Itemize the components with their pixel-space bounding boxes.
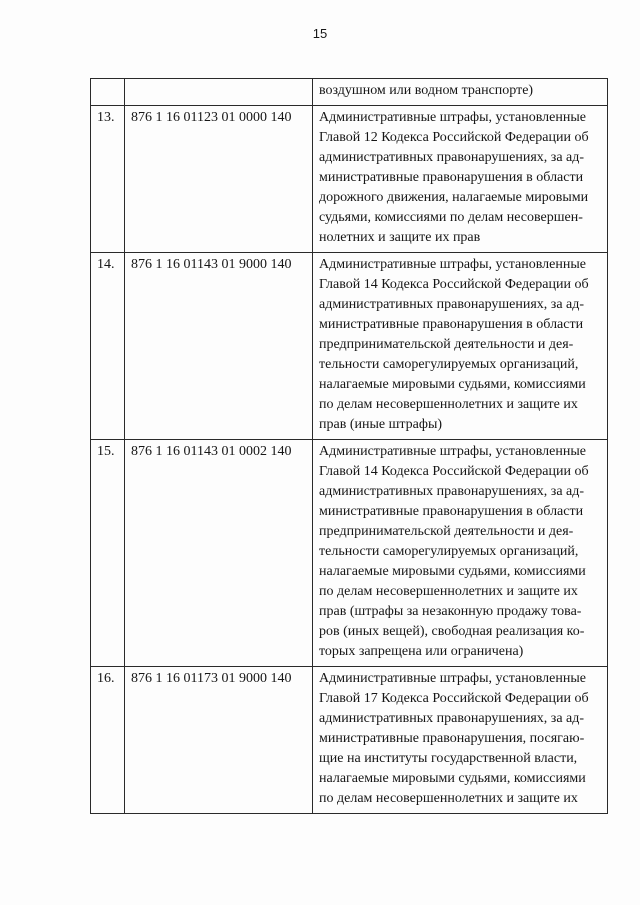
description-line: Административные штрафы, установленные	[319, 671, 586, 686]
table-row	[91, 440, 608, 667]
description-line: министративные правонарушения в области	[319, 170, 584, 185]
row-number: 16.	[91, 667, 125, 814]
income-description	[313, 440, 608, 667]
description-line: Административные штрафы, установленные	[319, 257, 586, 272]
row-number: 15.	[91, 440, 125, 667]
description-line: торых запрещена или ограничена)	[319, 644, 524, 659]
income-description	[313, 253, 608, 440]
income-description	[313, 79, 608, 106]
page-number: 15	[312, 26, 328, 41]
description-line: прав (иные штрафы)	[319, 417, 443, 432]
description-line: министративные правонарушения в области	[319, 317, 584, 332]
description-line: Административные штрафы, установленные	[319, 444, 586, 459]
table-body	[91, 79, 608, 814]
description-line: прав (штрафы за незаконную продажу това-	[319, 604, 582, 619]
description-line: нолетних и защите их прав	[319, 230, 481, 245]
description-line: судьями, комиссиями по делам несовершен-	[319, 210, 583, 225]
description-line: налагаемые мировыми судьями, комиссиями	[319, 771, 586, 786]
description-line: Административные штрафы, установленные	[319, 110, 586, 125]
table-row	[91, 106, 608, 253]
description-line: налагаемые мировыми судьями, комиссиями	[319, 377, 586, 392]
income-description	[313, 667, 608, 814]
description-line: административных правонарушениях, за ад-	[319, 150, 585, 165]
budget-classification-code: 876 1 16 01123 01 0000 140	[125, 106, 313, 253]
description-line: Главой 17 Кодекса Российской Федерации об	[319, 691, 589, 706]
row-number	[91, 79, 125, 106]
description-line: Главой 12 Кодекса Российской Федерации об	[319, 130, 589, 145]
description-line: воздушном или водном транспорте)	[319, 83, 534, 98]
description-line: Главой 14 Кодекса Российской Федерации об	[319, 464, 589, 479]
description-line: административных правонарушениях, за ад-	[319, 297, 585, 312]
description-line: тельности саморегулируемых организаций,	[319, 357, 579, 372]
budget-codes-table	[90, 78, 608, 814]
description-line: налагаемые мировыми судьями, комиссиями	[319, 564, 586, 579]
description-line: Главой 14 Кодекса Российской Федерации об	[319, 277, 589, 292]
description-line: дорожного движения, налагаемые мировыми	[319, 190, 589, 205]
description-line: тельности саморегулируемых организаций,	[319, 544, 579, 559]
row-number: 13.	[91, 106, 125, 253]
description-line: щие на институты государственной власти,	[319, 751, 578, 766]
description-line: предпринимательской деятельности и дея-	[319, 524, 574, 539]
description-line: по делам несовершеннолетних и защите их	[319, 791, 578, 806]
budget-classification-code: 876 1 16 01143 01 9000 140	[125, 253, 313, 440]
table-row	[91, 253, 608, 440]
income-description	[313, 106, 608, 253]
row-number: 14.	[91, 253, 125, 440]
description-line: административных правонарушениях, за ад-	[319, 711, 585, 726]
description-line: по делам несовершеннолетних и защите их	[319, 584, 578, 599]
table-row	[91, 79, 608, 106]
description-line: министративные правонарушения в области	[319, 504, 584, 519]
description-line: министративные правонарушения, посягаю-	[319, 731, 585, 746]
table-row	[91, 667, 608, 814]
description-line: предпринимательской деятельности и дея-	[319, 337, 574, 352]
description-line: ров (иных вещей), свободная реализация ко-	[319, 624, 585, 639]
budget-classification-code	[125, 79, 313, 106]
description-line: по делам несовершеннолетних и защите их	[319, 397, 578, 412]
budget-classification-code: 876 1 16 01173 01 9000 140	[125, 667, 313, 814]
description-line: административных правонарушениях, за ад-	[319, 484, 585, 499]
budget-classification-code: 876 1 16 01143 01 0002 140	[125, 440, 313, 667]
